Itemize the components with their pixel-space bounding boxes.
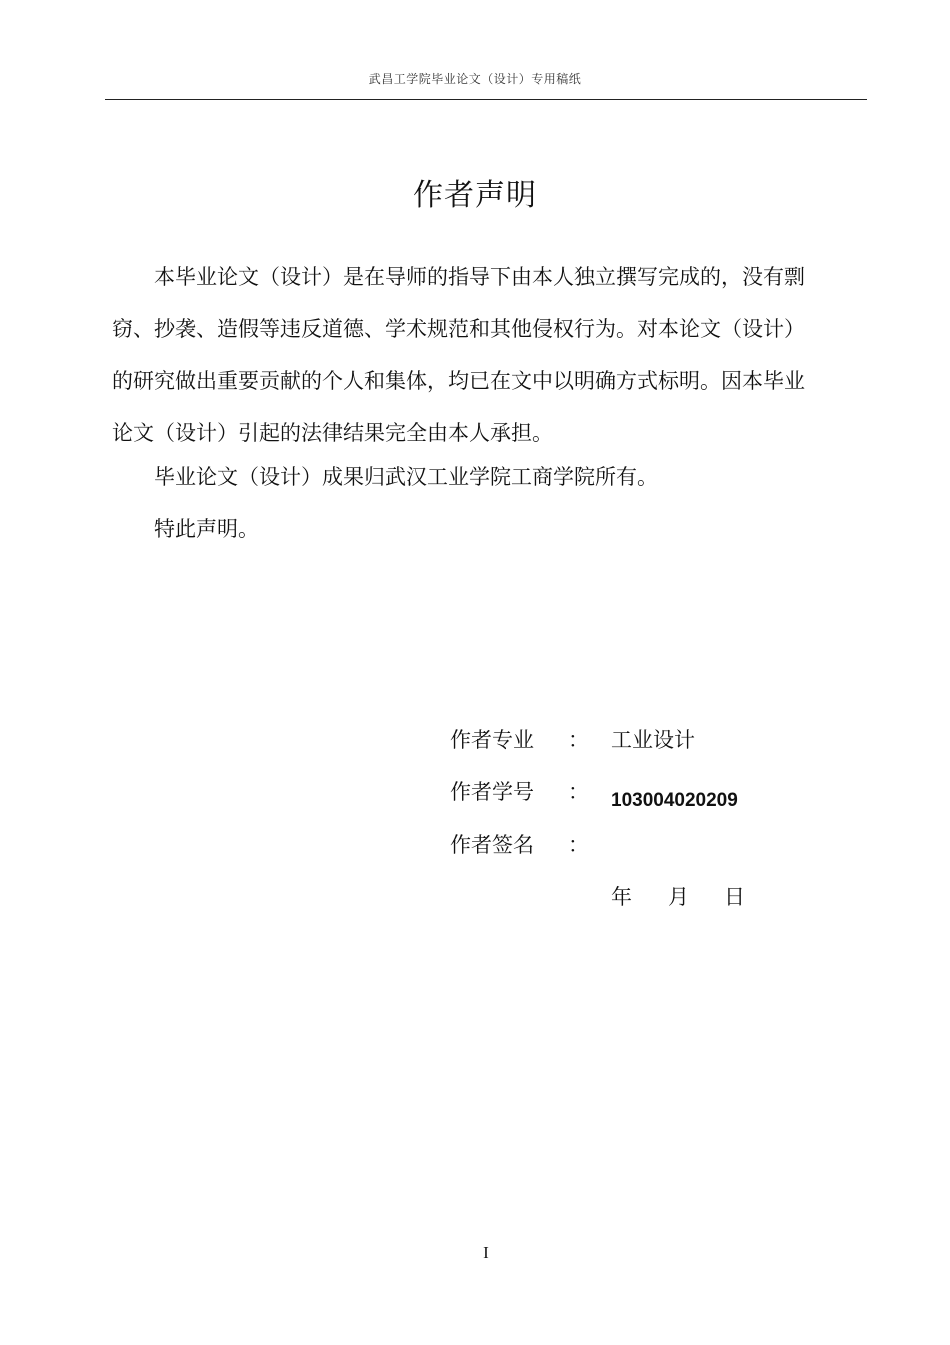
student-id-colon: ： bbox=[568, 780, 589, 804]
date-day: 日 bbox=[724, 885, 745, 909]
student-id-label: 作者学号 bbox=[450, 780, 534, 804]
closing-statement: 特此声明。 bbox=[154, 517, 259, 541]
declaration-paragraph: 本毕业论文（设计）是在导师的指导下由本人独立撰写完成的，没有剽窃、抄袭、造假等违反道德、学术规范和其他侵权行为。对本论文（设计）的研究做出重要贡献的个人和集体，均已在文中以明确方式标明。因本毕业论文（设计）引起的法律结果完全由本人承担。 bbox=[112, 265, 805, 445]
page-number: I bbox=[483, 1243, 489, 1262]
date-year: 年 bbox=[611, 885, 632, 909]
header-title: 武昌工学院毕业论文（设计）专用稿纸 bbox=[368, 72, 582, 86]
major-value: 工业设计 bbox=[611, 728, 695, 752]
page-title: 作者声明 bbox=[413, 178, 537, 213]
major-label: 作者专业 bbox=[450, 728, 534, 752]
student-id-value: 103004020209 bbox=[611, 790, 738, 811]
signature-colon: ： bbox=[568, 833, 589, 857]
major-colon: ： bbox=[568, 728, 589, 752]
ownership-paragraph: 毕业论文（设计）成果归武汉工业学院工商学院所有。 bbox=[154, 465, 658, 489]
header-divider bbox=[105, 99, 867, 100]
date-month: 月 bbox=[668, 885, 689, 909]
signature-label: 作者签名 bbox=[450, 833, 534, 857]
